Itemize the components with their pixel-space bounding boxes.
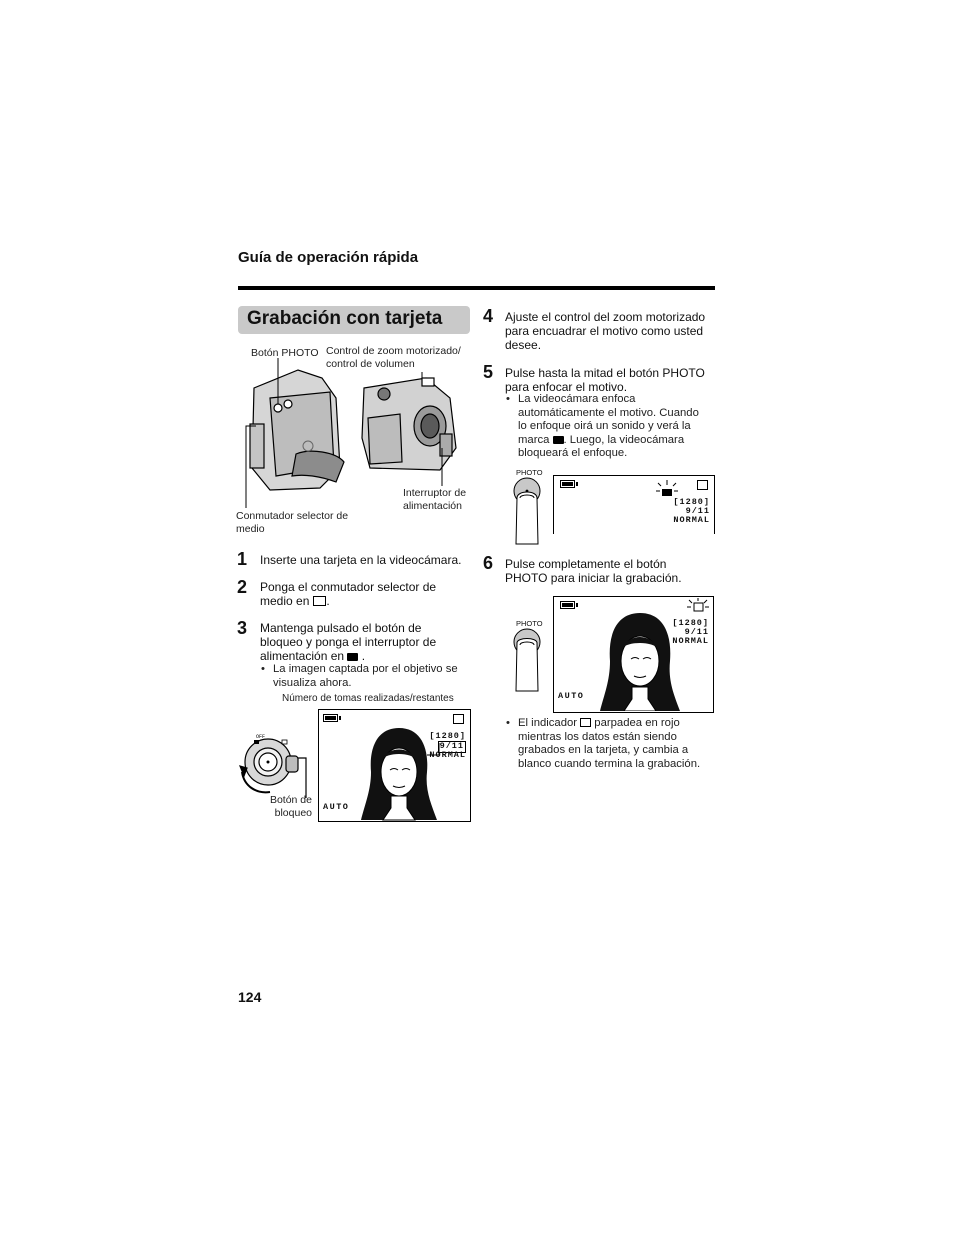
header-rule [238, 286, 715, 290]
svg-text:OFF: OFF [256, 734, 266, 740]
step-5-bullet-b: . Luego, la videocámara bloqueará el enfoque. [518, 433, 685, 460]
lcd-screen-2 [553, 475, 715, 534]
step-6-bullet [518, 717, 700, 771]
step-text-1: Inserte una tarjeta en la videocámara. [260, 553, 462, 567]
step-text-4: Ajuste el control del zoom motorizado para encuadrar el motivo como usted desee. [505, 310, 706, 352]
shots-count-label: Número de tomas realizadas/restantes [282, 693, 454, 704]
lcd-3-quality: NORMAL [672, 636, 709, 646]
step-text-3: Mantenga pulsado el botón de bloqueo y ponga el interruptor de alimentación en . [260, 621, 437, 663]
step-number-3: 3 [237, 618, 248, 638]
lcd-screen-3 [553, 596, 714, 713]
count-leader-line [427, 743, 442, 763]
portrait-illustration [594, 611, 684, 711]
lcd-screen-1 [318, 709, 471, 822]
lcd-2-resolution: [1280] [673, 497, 710, 507]
step-number-1: 1 [237, 549, 248, 569]
card-icon [453, 714, 464, 724]
step-number-5: 5 [483, 362, 494, 382]
lock-button-label: Botón de bloqueo [269, 794, 312, 819]
lcd-2-quality: NORMAL [673, 515, 710, 525]
photo-label-step6: PHOTO [516, 619, 543, 628]
step-3-text: Mantenga pulsado el botón de bloqueo y ponga el interruptor de alimentación en [260, 621, 437, 663]
page-title: Grabación con tarjeta [247, 308, 443, 329]
card-indicator-icon [580, 718, 591, 727]
step-number-2: 2 [237, 577, 248, 597]
battery-icon [560, 480, 580, 489]
step-3-bullet: • La imagen captada por el objetivo se visualiza ahora. [273, 663, 458, 690]
step-5-bullet [518, 393, 699, 461]
lcd-1-count: 9/11 [439, 741, 464, 751]
photo-button-full-press [508, 627, 548, 693]
battery-icon [560, 601, 580, 610]
step-2-text: Ponga el conmutador selector de medio en [260, 580, 437, 608]
power-switch-label: Interruptor de alimentación [403, 487, 467, 512]
step-number-6: 6 [483, 553, 494, 573]
photo-button-half-press [508, 476, 548, 546]
blinking-card-icon [686, 598, 710, 616]
step-6-bullet-a: El indicador [518, 717, 578, 729]
step-5-bullet-a: La videocámara enfoca automáticamente el motivo. Cuando lo enfoque oirá un sonido y verá la marca [518, 393, 699, 446]
step-text-2: Ponga el conmutador selector de medio en . [260, 580, 437, 608]
lcd-3-resolution: [1280] [672, 618, 709, 628]
media-selector-label: Conmutador selector de medio [236, 510, 349, 535]
lcd-1-mode: AUTO [323, 802, 350, 812]
lcd-3-mode: AUTO [558, 691, 585, 701]
card-icon [697, 480, 708, 490]
camera-icon [347, 653, 358, 661]
battery-icon [323, 714, 343, 723]
card-media-icon [313, 596, 326, 606]
portrait-illustration [355, 724, 443, 821]
lcd-1-quality: NORMAL [429, 750, 466, 760]
photo-label-step5: PHOTO [516, 468, 543, 477]
step-text-5: Pulse hasta la mitad el botón PHOTO para enfocar el motivo. [505, 366, 705, 394]
photo-button-label: Botón PHOTO [251, 347, 319, 359]
page-number: 124 [238, 989, 262, 1005]
lcd-2-count: 9/11 [685, 506, 710, 516]
step-6-bullet-b: parpadea en rojo mientras los datos están siendo grabados en la tarjeta, y cambia a blanco cuando termina la grabación. [518, 717, 701, 770]
camcorder-illustration [240, 358, 472, 508]
lcd-1-resolution: [1280] [429, 731, 466, 741]
step-text-6: Pulse completamente el botón PHOTO para iniciar la grabación. [505, 557, 682, 585]
step-number-4: 4 [483, 306, 494, 326]
section-header: Guía de operación rápida [238, 249, 419, 266]
focus-camera-icon [553, 436, 564, 444]
zoom-control-label: Control de zoom motorizado/ control de volumen [326, 345, 461, 370]
lcd-3-count: 9/11 [684, 627, 709, 637]
